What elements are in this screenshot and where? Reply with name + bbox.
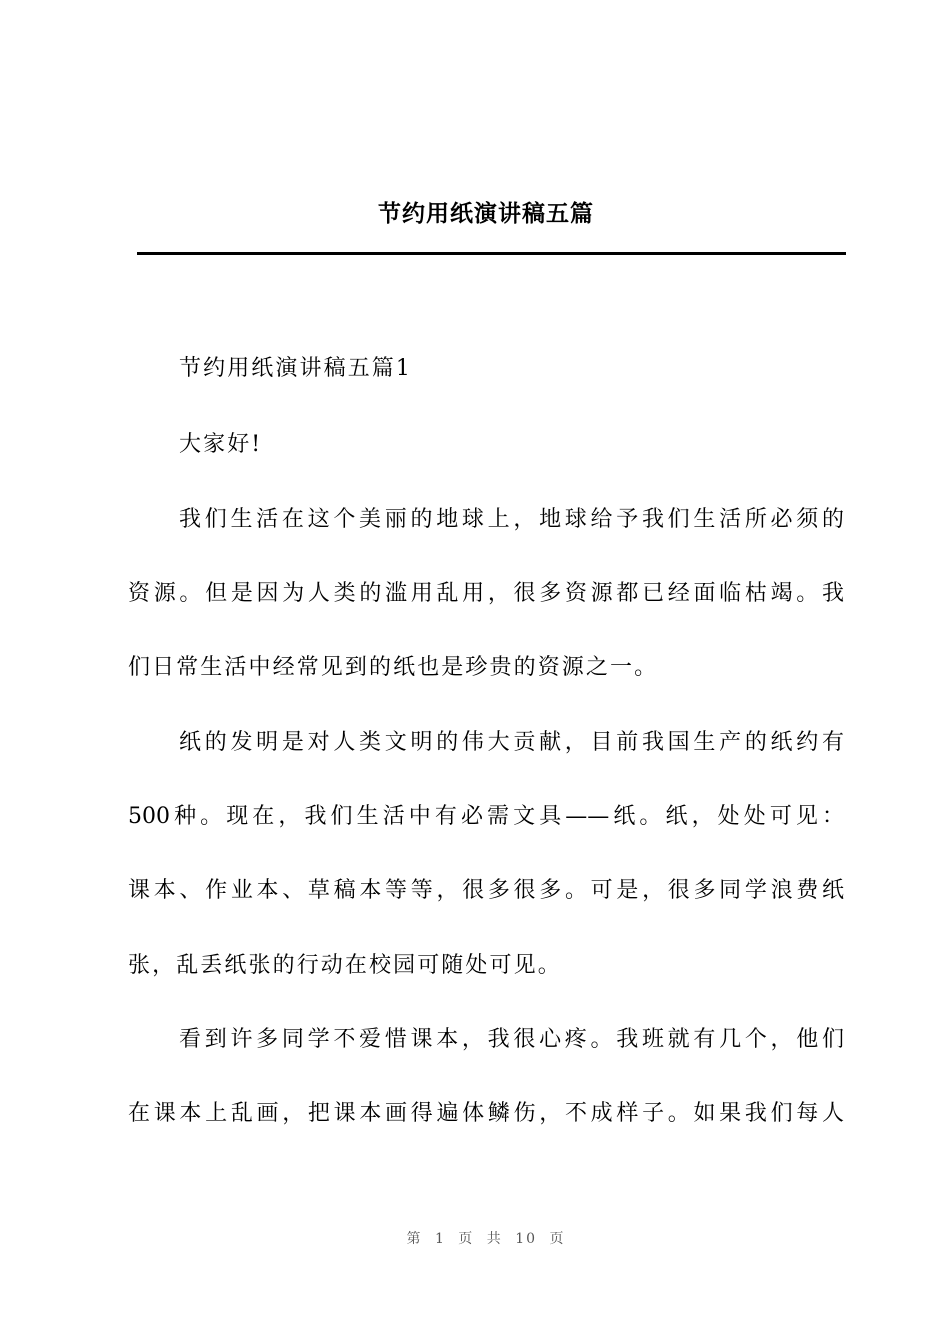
body-line: 张，乱丢纸张的行动在校园可随处可见。: [128, 953, 562, 978]
title-underline: [137, 252, 846, 255]
body-line: 们日常生活中经常见到的纸也是珍贵的资源之一。: [128, 655, 659, 680]
body-line: 资源。但是因为人类的滥用乱用，很多资源都已经面临枯竭。我: [128, 581, 844, 606]
document-title: 节约用纸演讲稿五篇: [378, 200, 594, 227]
body-line: 我们生活在这个美丽的地球上，地球给予我们生活所必须的: [179, 507, 844, 532]
body-line: 课本、作业本、草稿本等等，很多很多。可是，很多同学浪费纸: [128, 878, 844, 903]
body-line: 看到许多同学不爱惜课本，我很心疼。我班就有几个，他们: [179, 1027, 844, 1052]
section-heading: 节约用纸演讲稿五篇1: [179, 356, 412, 381]
page-number-footer: 第 1 页 共 10 页: [406, 1231, 566, 1247]
body-line: 纸的发明是对人类文明的伟大贡献，目前我国生产的纸约有: [179, 730, 844, 755]
greeting-line: 大家好!: [179, 432, 263, 457]
body-line: 500种。现在，我们生活中有必需文具——纸。纸，处处可见：: [128, 804, 844, 829]
body-line: 在课本上乱画，把课本画得遍体鳞伤，不成样子。如果我们每人: [128, 1101, 844, 1126]
